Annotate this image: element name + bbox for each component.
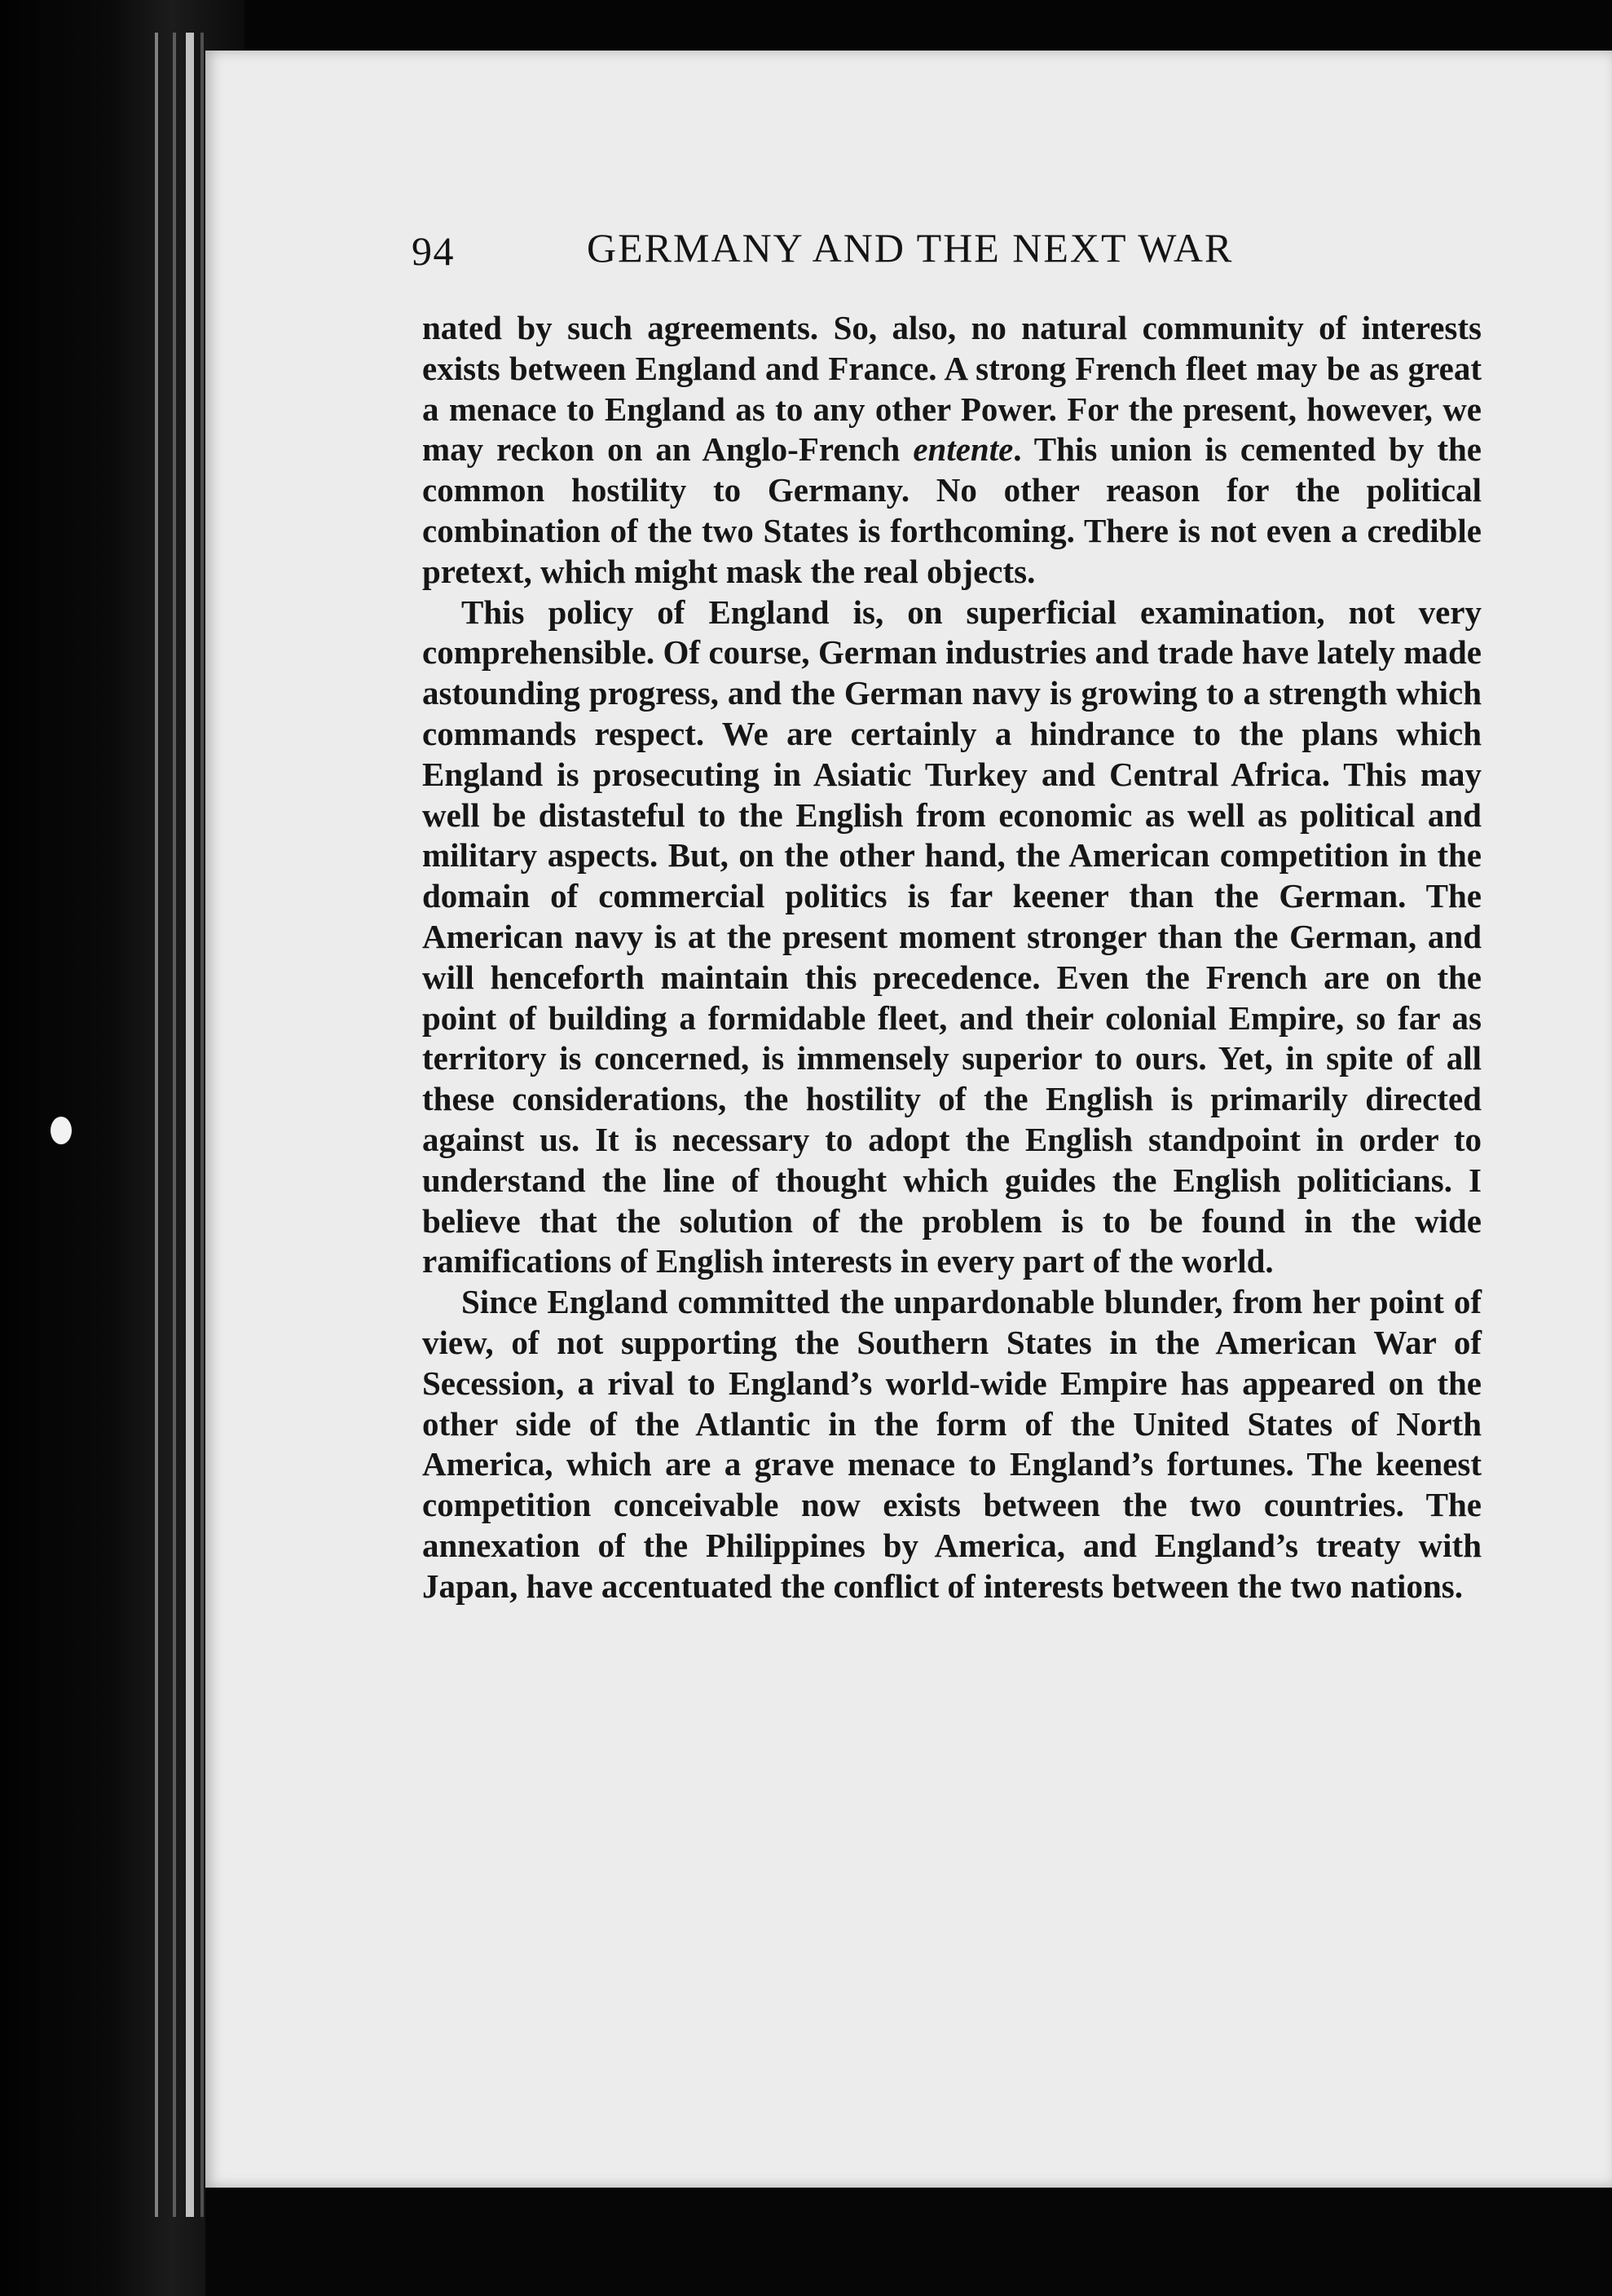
paragraph-1-text-end: . This union is cemented by the common hostility to Germany. No other reason for the political combination of the two States is forthcoming. There is not even a credible pretext, which might mask the real objects. xyxy=(422,430,1482,590)
binding-edge-line xyxy=(173,33,176,2217)
emphasized-word: entente xyxy=(913,430,1014,469)
running-title: GERMANY AND THE NEXT WAR xyxy=(587,225,1234,271)
page-bottom-shadow xyxy=(205,2188,1612,2296)
running-header xyxy=(412,224,1508,285)
paragraph-2: This policy of England is, on superficial examination, not very comprehensible. Of course, German industries and trade have lately made astounding progress, and the German navy is growing to a strength which commands respect. We are certainly a hindrance to the plans which England is prosecuting in Asiatic Turkey and Central Africa. This may well be distasteful to the English from economic as well as political and military aspects. But, on the other hand, the American competition in the domain of commercial politics is far keener than the German. The American navy is at the present moment stronger than the German, and will henceforth maintain this precedence. Even the French are on the point of building a formidable fleet, and their colonial Empire, so far as territory is concerned, is immensely superior to ours. Yet, in spite of all these considerations, the hostility of the English is primarily directed against us. It is necessary to adopt the English standpoint in order to understand the line of thought which guides the English politicians. I believe that the solution of the problem is to be found in the wide ramifications of English interests in every part of the world. xyxy=(422,593,1482,1280)
paragraph-3: Since England committed the unpardonable blunder, from her point of view, of not supporting the Southern States in the American War of Secession, a rival to England’s world-wide Empire has appeared on the other side of the Atlantic in the form of the United States of North America, which are a grave menace to England’s fortunes. The keenest competition conceivable now exists between the two countries. The annexation of the Philippines by America, and England’s treaty with Japan, have accentuated the conflict of interests between the two nations. xyxy=(422,1283,1482,1605)
scan-speck xyxy=(51,1117,72,1144)
binding-edge-line xyxy=(155,33,158,2217)
binding-edge-line xyxy=(200,33,204,2217)
paragraph-1 xyxy=(422,308,1482,593)
paragraph-1-text-start: nated by such agreements. So, also, no natural community of interests exists between England and France. A strong French fleet may be as great a menace to England as to any other Power. For the present, however, we may reckon on an Anglo-French xyxy=(422,309,1482,469)
body-text xyxy=(422,308,1482,1607)
binding-edge-line xyxy=(186,33,194,2217)
page-number: 94 xyxy=(412,228,455,274)
